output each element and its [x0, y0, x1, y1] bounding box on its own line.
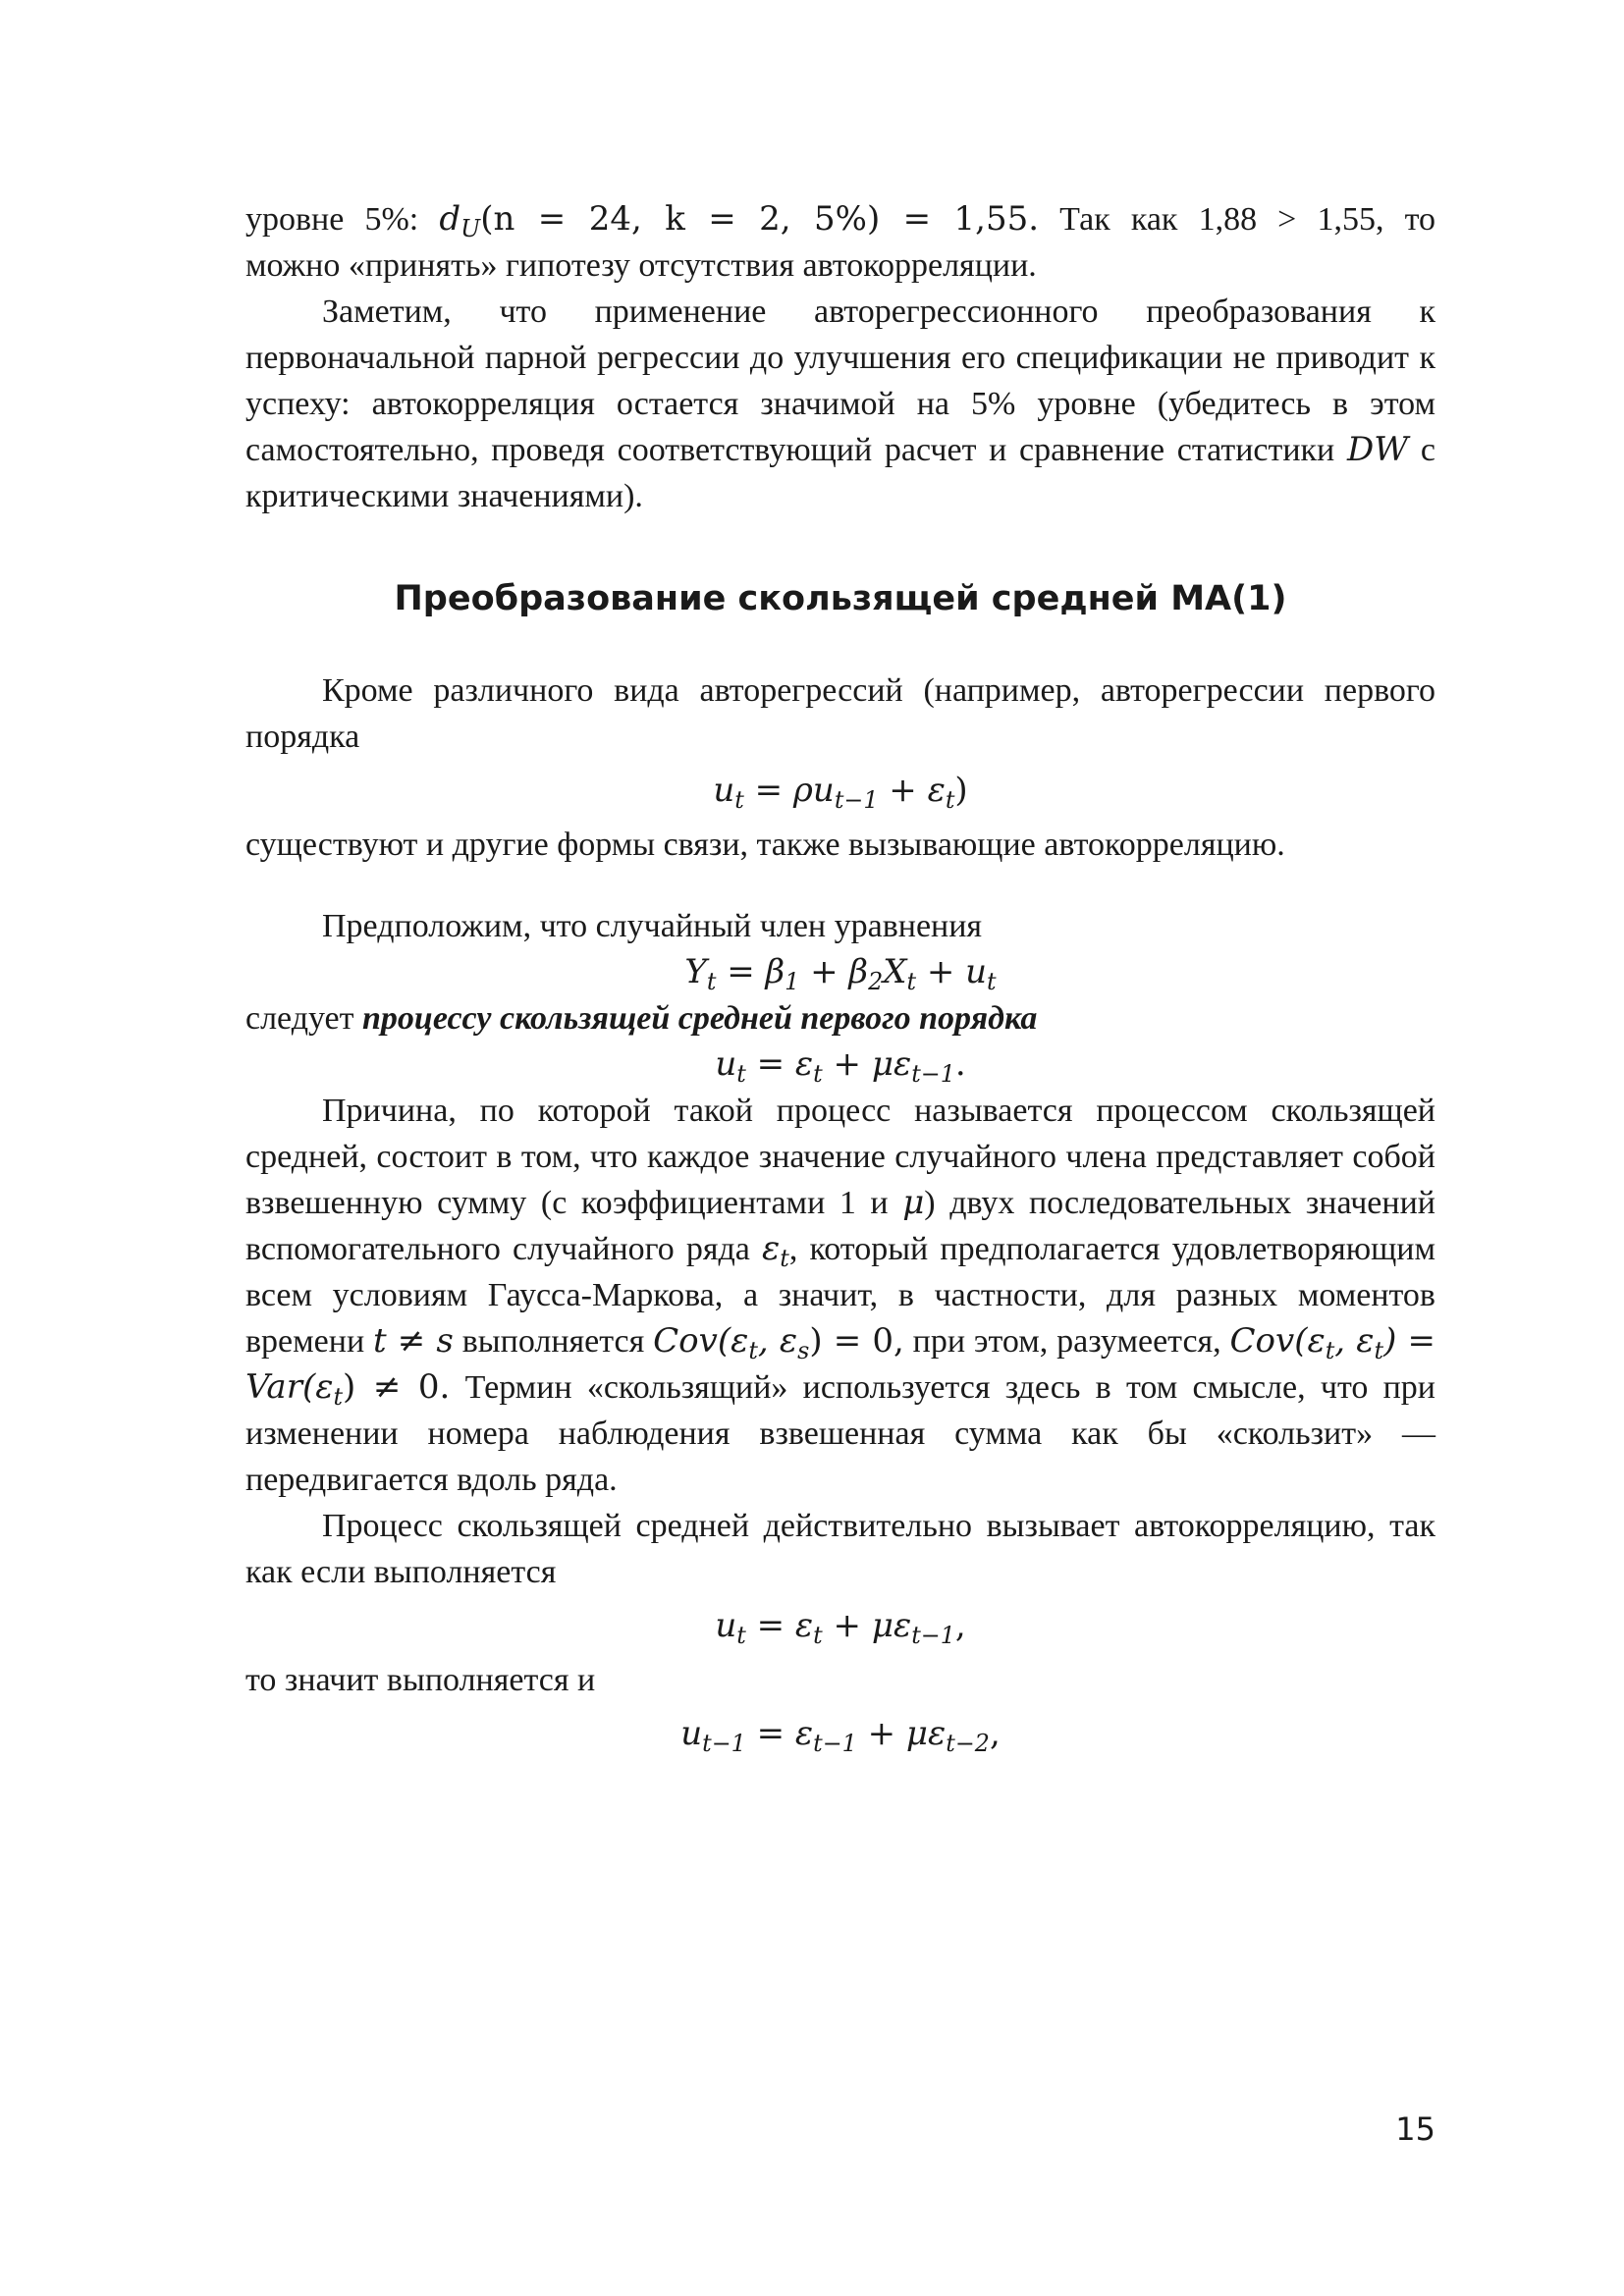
paragraph-du-test-line2: можно «принять» гипотезу отсутствия автокорреляции. — [245, 247, 1037, 284]
paragraph-other-forms: существуют и другие формы связи, также вызывающие автокорреляцию. — [245, 827, 1285, 863]
formula-ma1-repeat: $u_t = \varepsilon_t + \mu\varepsilon_{t-1}$, — [715, 1606, 966, 1650]
formula-ar1: $u_t = \rho u_{t-1} + \varepsilon_t$) — [713, 771, 968, 815]
paragraph-autoregressions: Кроме различного вида авторегрессий (например, авторегрессии первого порядка — [245, 672, 1435, 755]
paragraph-autoregression-note: Заметим, что применение авторегрессионного преобразования к первоначальной парной регрессии до улучшения его спецификации не приводит к успеху: автокорреляция остается значимой на 5% уровне (убедитесь в этом самостоятельно, проведя соответствующий расчет и сравнение статистики DW с критическими значениями). — [245, 294, 1436, 514]
paragraph-ma-autocorr: Процесс скользящей средней действительно вызывает автокорреляцию, так как если выполняется — [245, 1508, 1435, 1590]
page-content — [245, 196, 1435, 1757]
paragraph-assume: Предположим, что случайный член уравнения — [322, 908, 983, 944]
paragraph-then: то значит выполняется и — [245, 1662, 596, 1698]
formula-ma1: $u_t = \varepsilon_t + \mu\varepsilon_{t-1}$. — [715, 1044, 966, 1089]
paragraph-du-test: уровне 5%: $d_U(n = 24$, k = 2, 5%) = 1,55. Так как 1,88 > 1,55, то — [245, 199, 1436, 243]
paragraph-ma-process: следует процессу скользящей средней первого порядка — [245, 1000, 1038, 1037]
page-number: 15 — [1395, 2110, 1435, 2148]
formula-ma1-lagged: $u_{t-1} = \varepsilon_{t-1} + \mu\varepsilon_{t-2}$, — [680, 1714, 1001, 1758]
section-heading: Преобразование скользящей средней MA(1) — [394, 579, 1287, 618]
paragraph-reason: Причина, по которой такой процесс называется процессом скользящей средней, состоит в том, что каждое значение случайного члена представляет собой взвешенную сумму (с коэффициентами 1 и μ) двух последовательных значений вспомогательного случайного ряда $\varepsilon_t$, который предполагается удовлетворяющим всем условиям Гаусса-Маркова, а значит, в частности, для разных моментов времени t ≠ s выполняется $Cov(\varepsilon_t$, $\varepsilon_s) = 0$, при этом, разумеется, $Cov(\varepsilon_t$, $\varepsilon_t) = Var(\varepsilon_t) \ne 0$. Термин «скользящий» используется здесь в том смысле, что при изменении номера наблюдения взвешенная сумма как бы «скользит» — передвигается вдоль ряда. — [245, 1093, 1436, 1498]
formula-regression: $Y_t = \beta_1 + \beta_2X_t + u_t$ — [684, 952, 997, 996]
